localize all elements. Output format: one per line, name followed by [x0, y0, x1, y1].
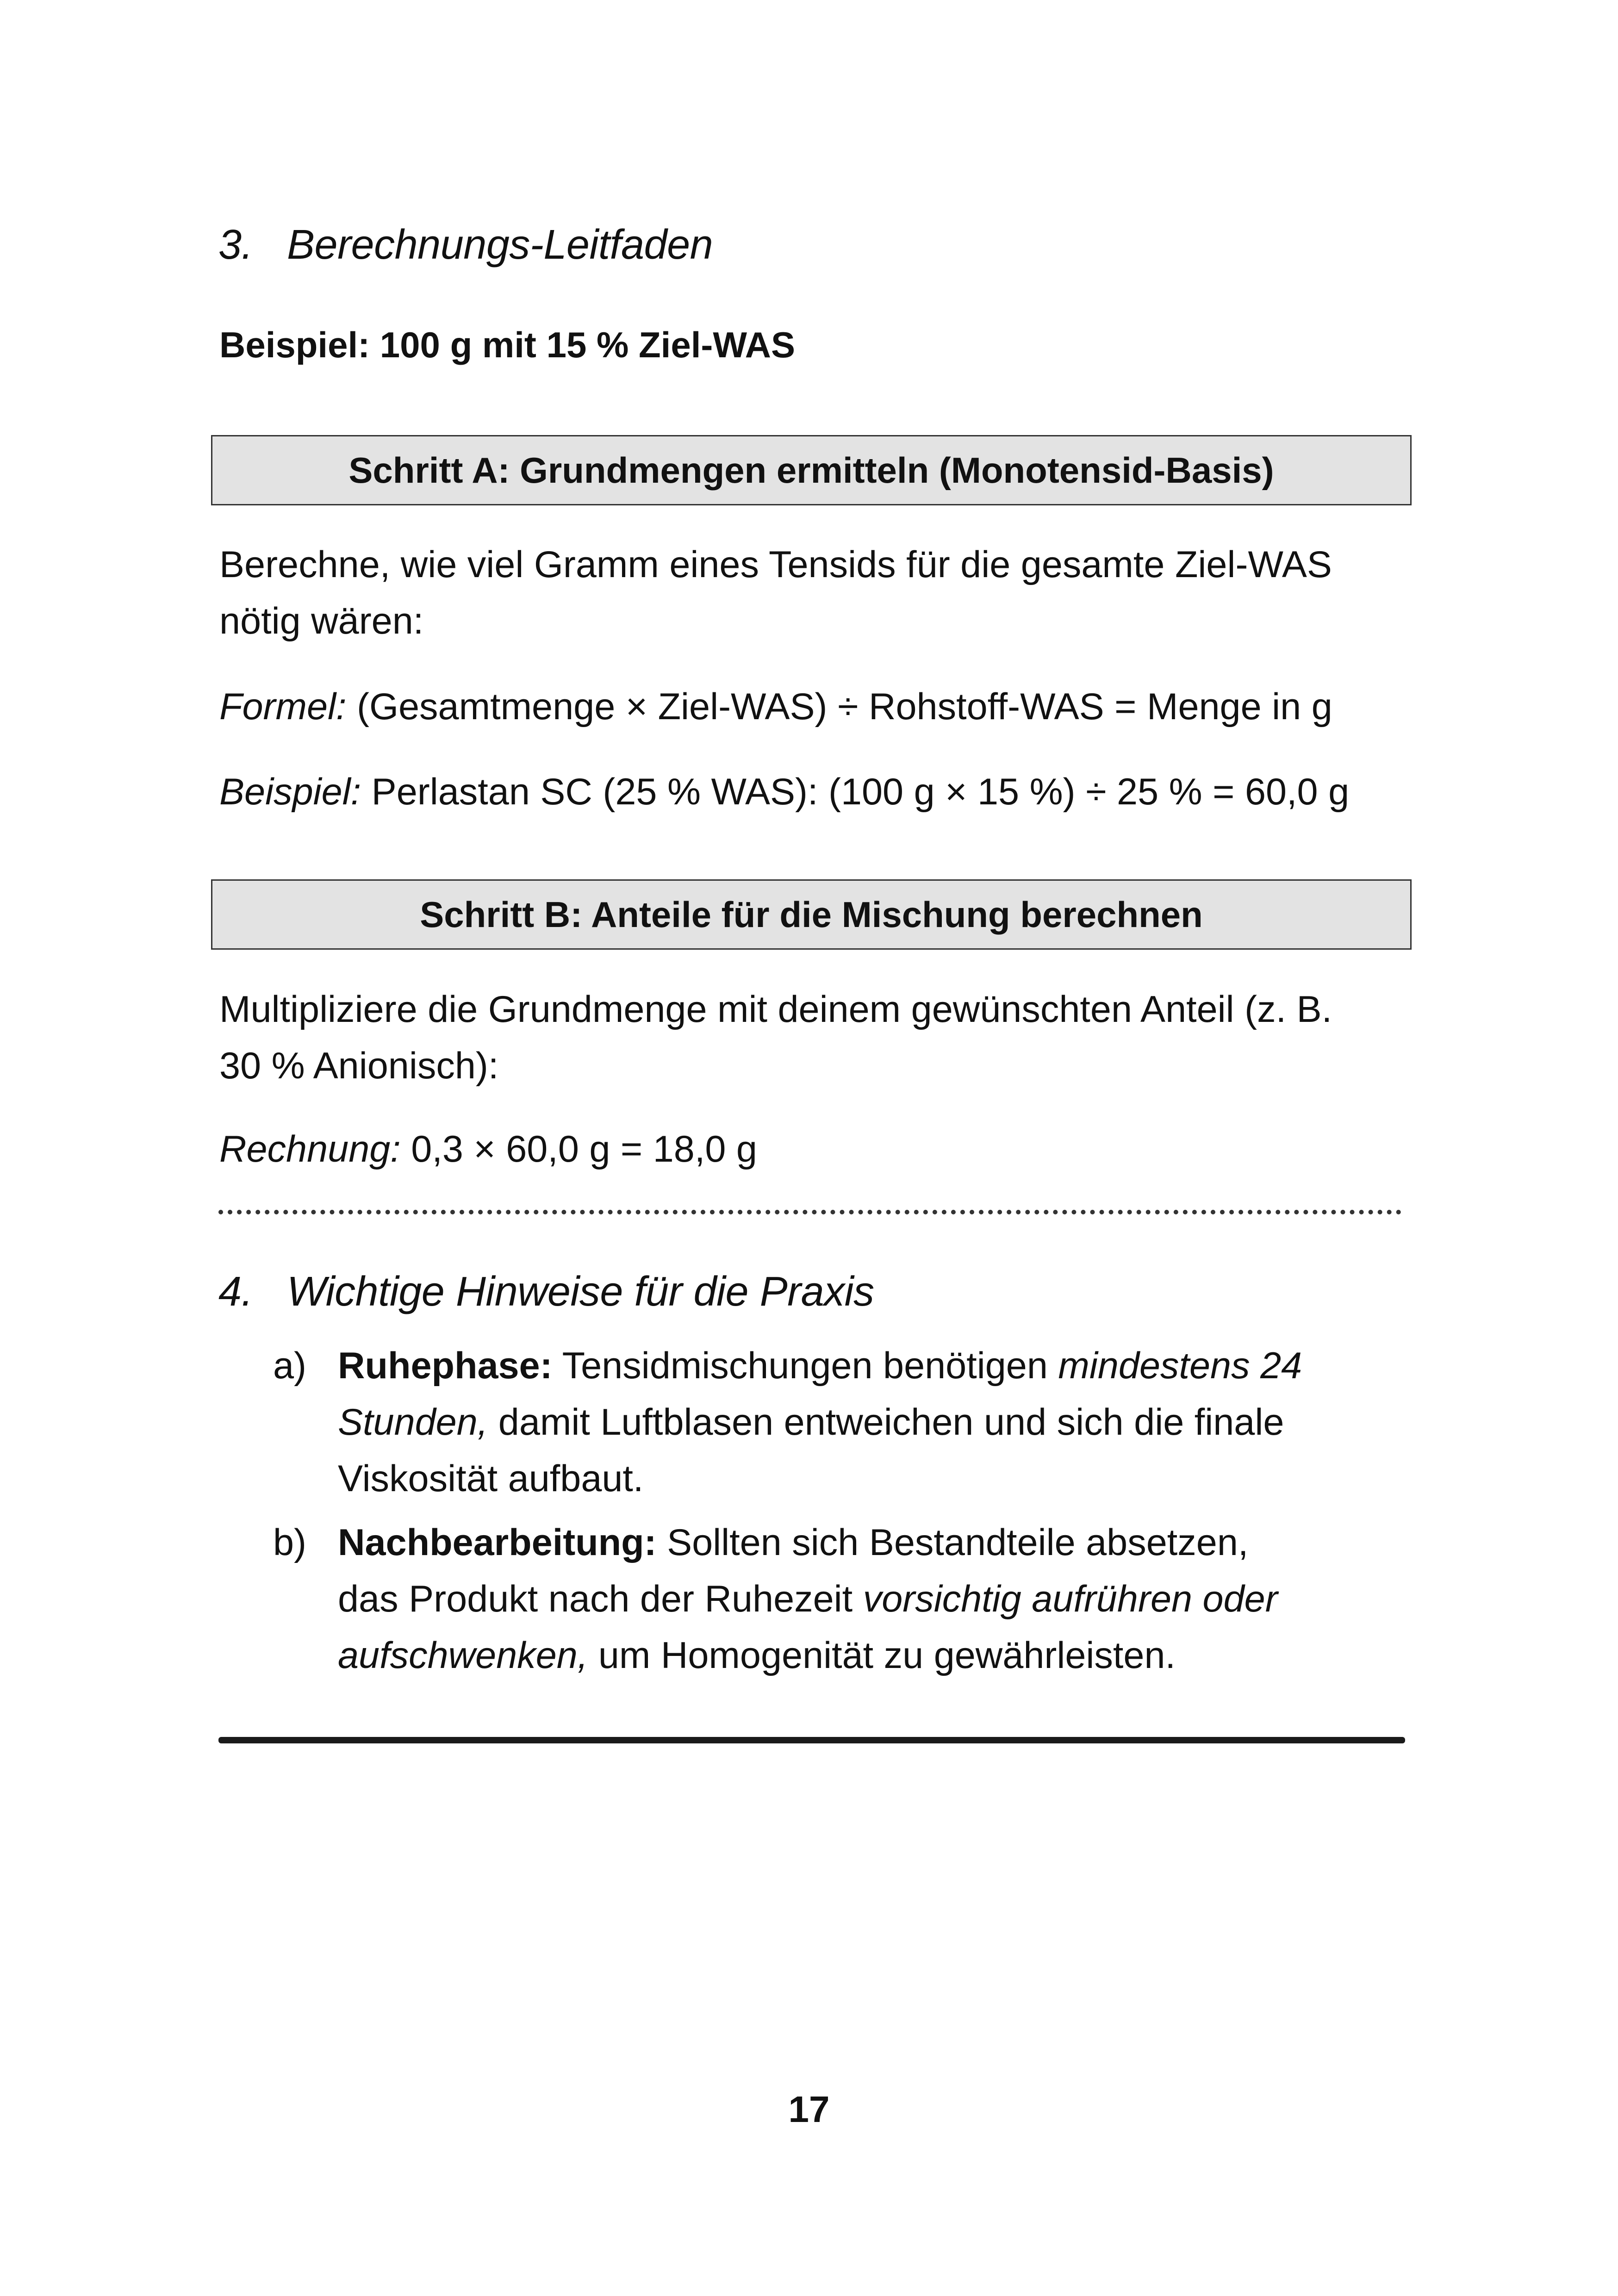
list-item-body [338, 1514, 1384, 1684]
step-b-intro [219, 981, 1432, 1094]
list-item-emphasis: Stunden, [338, 1401, 488, 1443]
calculation-text: 0,3 × 60,0 g = 18,0 g [400, 1128, 757, 1170]
step-a-intro-line-2: nötig wären: [219, 600, 424, 642]
example-line [219, 764, 1432, 820]
step-a-intro [219, 536, 1432, 649]
list-item-text: Sollten sich Bestandteile absetzen, [656, 1522, 1249, 1563]
formula-line [219, 678, 1432, 735]
list-item-emphasis: mindestens 24 [1058, 1345, 1302, 1387]
list-item-label: Ruhephase: [338, 1345, 553, 1387]
list-item-text: Viskosität aufbaut. [338, 1458, 644, 1500]
example-label: Beispiel: [219, 771, 361, 813]
step-b-header [211, 879, 1412, 950]
section-4-heading [218, 1268, 874, 1316]
step-a-header [211, 435, 1412, 505]
example-text: Perlastan SC (25 % WAS): (100 g × 15 %) ÷ 25 % = 60,0 g [361, 771, 1350, 813]
formula-text: (Gesamtmenge × Ziel-WAS) ÷ Rohstoff-WAS = Menge in g [346, 686, 1332, 728]
list-item-text: das Produkt nach der Ruhezeit [338, 1578, 863, 1620]
page-number: 17 [788, 2089, 830, 2130]
step-b-intro-line-1: Multipliziere die Grundmenge mit deinem gewünschten Anteil (z. B. [219, 989, 1332, 1030]
section-end-rule [218, 1737, 1405, 1743]
step-b-heading: Schritt B: Anteile für die Mischung berechnen [420, 894, 1203, 935]
step-a-intro-line-1: Berechne, wie viel Gramm eines Tensids für die gesamte Ziel-WAS [219, 544, 1332, 585]
formula-label: Formel: [219, 686, 347, 728]
list-item-text: damit Luftblasen entweichen und sich die finale [488, 1401, 1284, 1443]
section-3-title: Berechnungs-Leitfaden [287, 222, 713, 268]
list-item-text: Tensidmischungen benötigen [552, 1345, 1058, 1387]
calculation-line [219, 1121, 1432, 1177]
example-heading: Beispiel: 100 g mit 15 % Ziel-WAS [219, 324, 796, 365]
list-item-emphasis: vorsichtig aufrühren oder [863, 1578, 1278, 1620]
section-4-number: 4. [218, 1269, 253, 1315]
list-marker: a) [273, 1345, 307, 1387]
section-3-number: 3. [218, 222, 253, 268]
section-3-heading [218, 221, 713, 269]
list-item-label: Nachbearbeitung: [338, 1522, 657, 1563]
list-marker: b) [273, 1522, 307, 1563]
step-b-intro-line-2: 30 % Anionisch): [219, 1045, 499, 1087]
list-item-body [338, 1338, 1384, 1507]
calculation-label: Rechnung: [219, 1128, 401, 1170]
list-item-text: um Homogenität zu gewährleisten. [588, 1635, 1176, 1676]
dotted-divider [218, 1210, 1401, 1214]
step-a-heading: Schritt A: Grundmengen ermitteln (Monotensid-Basis) [348, 449, 1274, 491]
section-4-title: Wichtige Hinweise für die Praxis [287, 1269, 874, 1315]
list-item-emphasis: aufschwenken, [338, 1635, 588, 1676]
